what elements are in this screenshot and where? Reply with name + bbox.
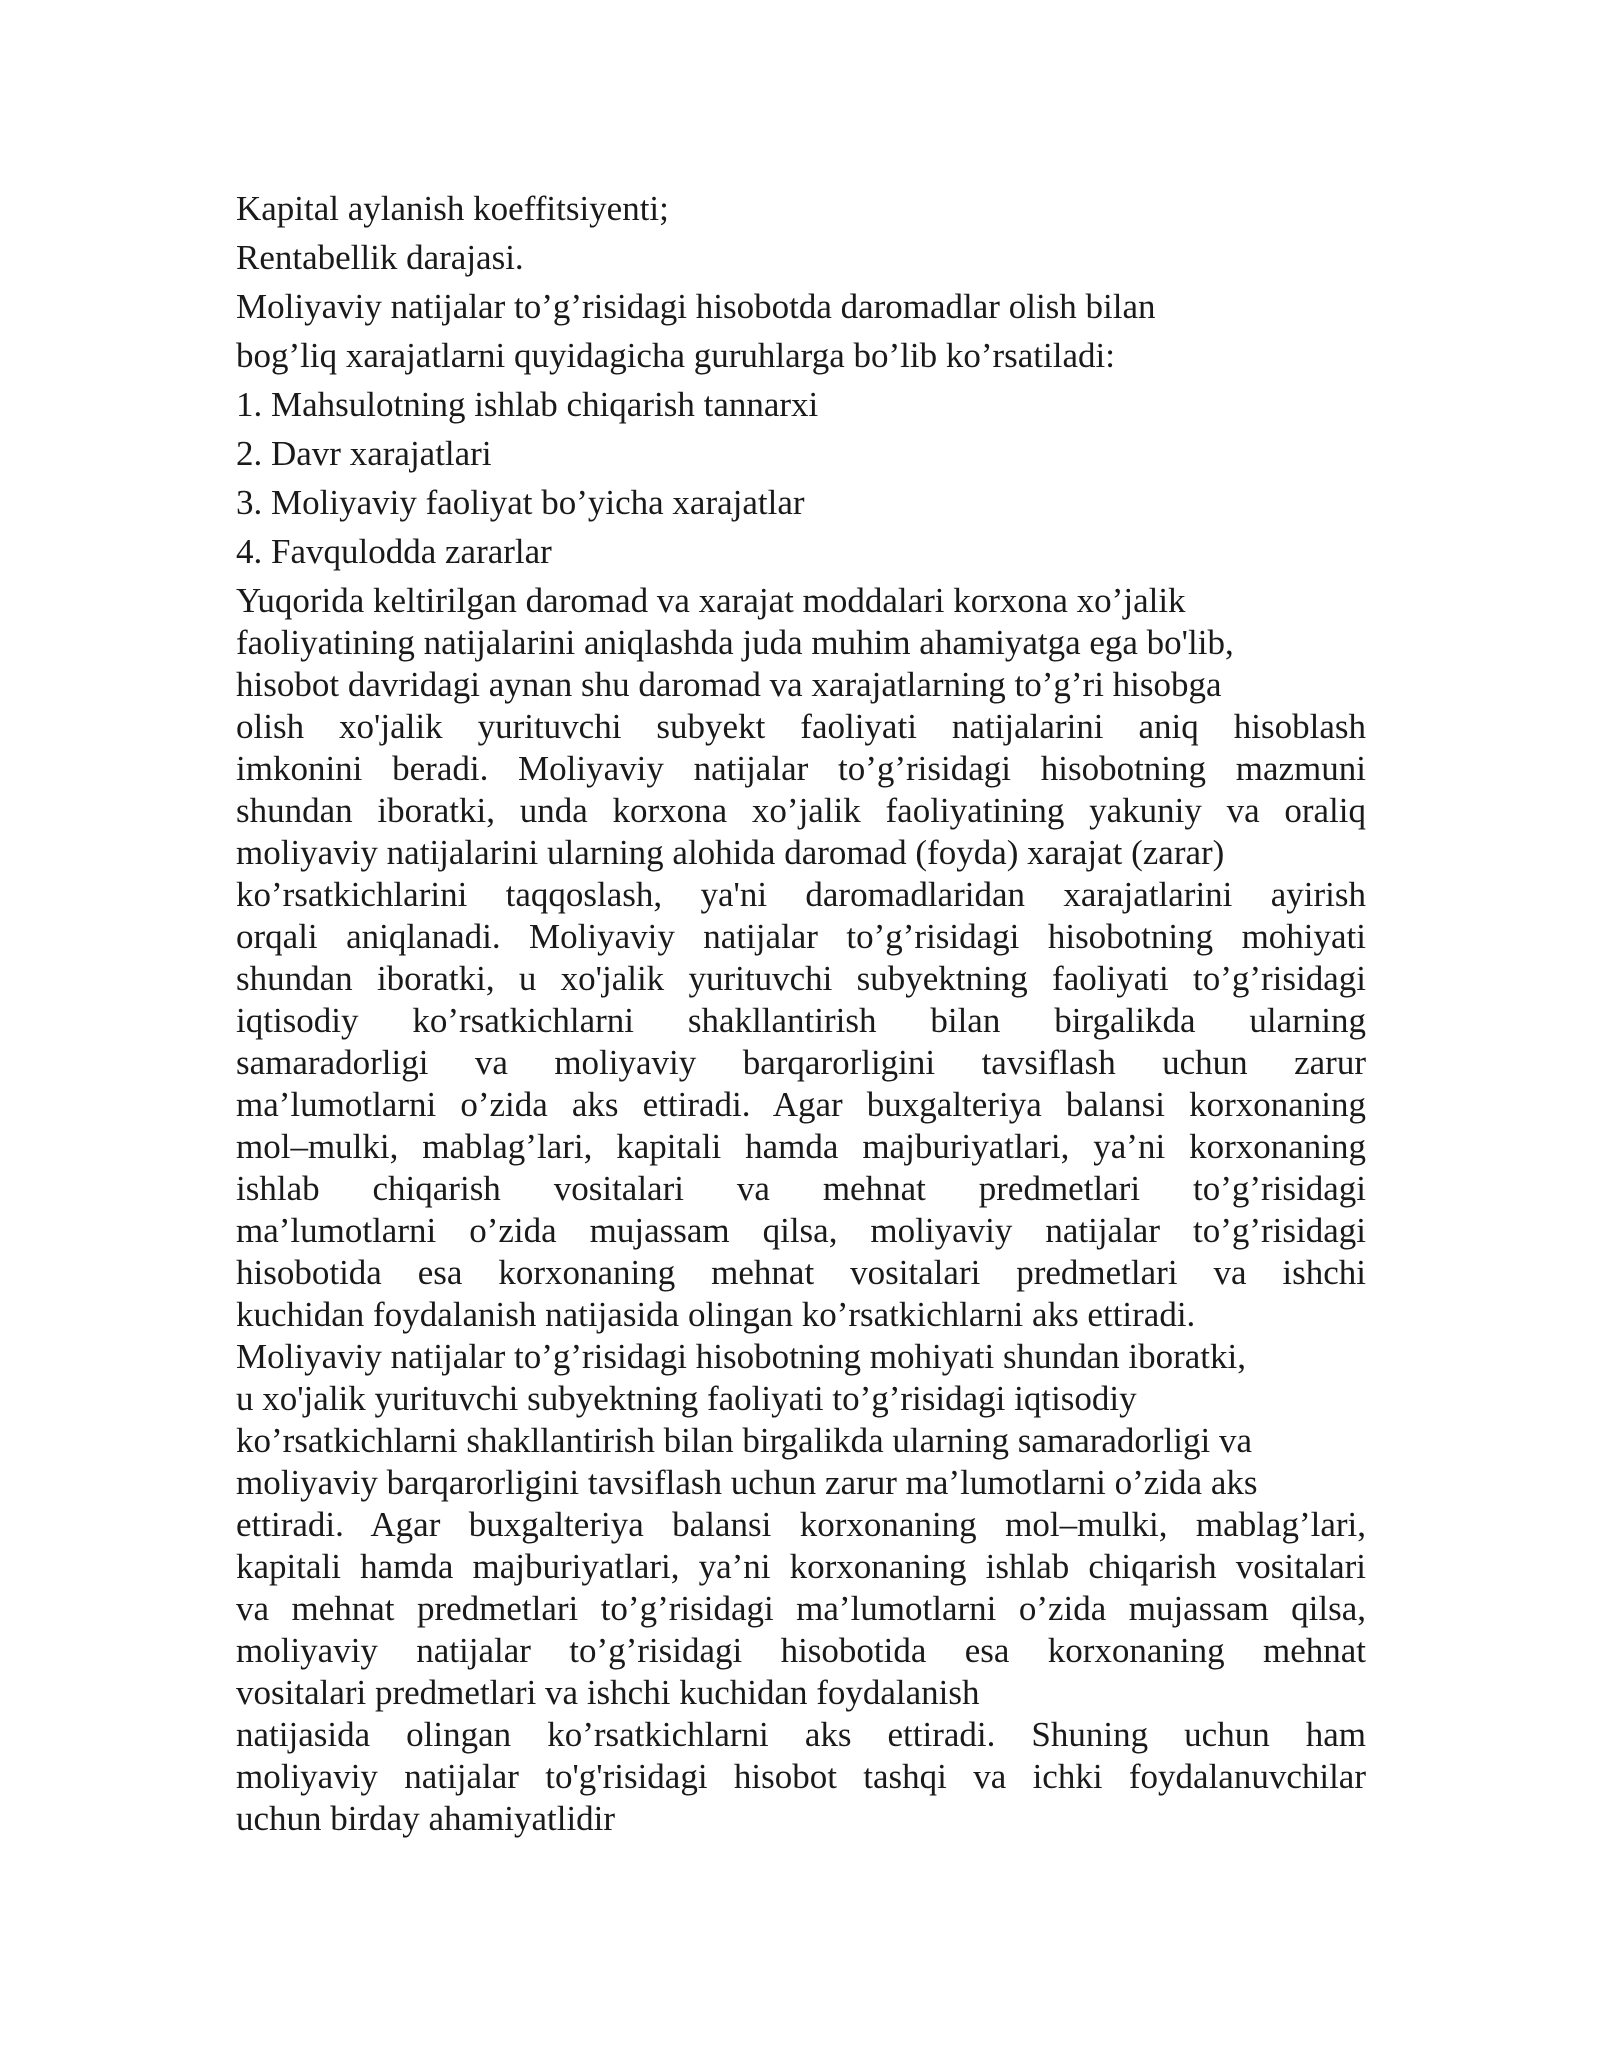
body-line: uchun birday ahamiyatlidir <box>236 1799 616 1838</box>
list-item: 1. Mahsulotning ishlab chiqarish tannarxi <box>236 385 819 424</box>
body-line: va mehnat predmetlari to’g’risidagi ma’lumotlarni o’zida mujassam qilsa, <box>236 1589 1366 1628</box>
body-line: Yuqorida keltirilgan daromad va xarajat moddalari korxona xo’jalik <box>236 581 1186 620</box>
body-line: ettiradi. Agar buxgalteriya balansi korxonaning mol–mulki, mablag’lari, <box>236 1505 1366 1544</box>
body-line: u xo'jalik yurituvchi subyektning faoliyati to’g’risidagi iqtisodiy <box>236 1379 1137 1418</box>
body-line: shundan iboratki, u xo'jalik yurituvchi subyektning faoliyati to’g’risidagi <box>236 959 1366 998</box>
body-line: faoliyatining natijalarini aniqlashda juda muhim ahamiyatga ega bo'lib, <box>236 623 1234 662</box>
list-item: 3. Moliyaviy faoliyat bo’yicha xarajatlar <box>236 483 805 522</box>
body-line: orqali aniqlanadi. Moliyaviy natijalar to’g’risidagi hisobotning mohiyati <box>236 917 1366 956</box>
body-line: ko’rsatkichlarni shakllantirish bilan birgalikda ularning samaradorligi va <box>236 1421 1253 1460</box>
body-line: moliyaviy natijalarini ularning alohida daromad (foyda) xarajat (zarar) <box>236 833 1225 872</box>
body-line: hisobot davridagi aynan shu daromad va xarajatlarning to’g’ri hisobga <box>236 665 1222 704</box>
body-line: kapitali hamda majburiyatlari, ya’ni korxonaning ishlab chiqarish vositalari <box>236 1547 1366 1586</box>
list-item: 4. Favqulodda zararlar <box>236 532 552 571</box>
list-item: 2. Davr xarajatlari <box>236 434 492 473</box>
body-line: iqtisodiy ko’rsatkichlarni shakllantirish bilan birgalikda ularning <box>236 1001 1366 1040</box>
body-line: shundan iboratki, unda korxona xo’jalik faoliyatining yakuniy va oraliq <box>236 791 1366 830</box>
body-line: ko’rsatkichlarini taqqoslash, ya'ni daromadlaridan xarajatlarini ayirish <box>236 875 1366 914</box>
body-line: samaradorligi va moliyaviy barqarorligini tavsiflash uchun zarur <box>236 1043 1366 1082</box>
text-line: Kapital aylanish koeffitsiyenti; <box>236 189 669 228</box>
body-line: moliyaviy natijalar to’g’risidagi hisobotida esa korxonaning mehnat <box>236 1631 1366 1670</box>
text-line: Moliyaviy natijalar to’g’risidagi hisobotda daromadlar olish bilan <box>236 287 1156 326</box>
body-line: mol–mulki, mablag’lari, kapitali hamda majburiyatlari, ya’ni korxonaning <box>236 1127 1366 1166</box>
body-line: natijasida olingan ko’rsatkichlarni aks ettiradi. Shuning uchun ham <box>236 1715 1366 1754</box>
text-line: bog’liq xarajatlarni quyidagicha guruhlarga bo’lib ko’rsatiladi: <box>236 336 1115 375</box>
body-line: vositalari predmetlari va ishchi kuchidan foydalanish <box>236 1673 980 1712</box>
body-line: moliyaviy barqarorligini tavsiflash uchun zarur ma’lumotlarni o’zida aks <box>236 1463 1258 1502</box>
body-line: moliyaviy natijalar to'g'risidagi hisobot tashqi va ichki foydalanuvchilar <box>236 1757 1366 1796</box>
body-line: ishlab chiqarish vositalari va mehnat predmetlari to’g’risidagi <box>236 1169 1366 1208</box>
document-text <box>236 188 1366 1840</box>
body-line: kuchidan foydalanish natijasida olingan ko’rsatkichlarni aks ettiradi. <box>236 1295 1196 1334</box>
body-line: imkonini beradi. Moliyaviy natijalar to’g’risidagi hisobotning mazmuni <box>236 749 1366 788</box>
body-line: Moliyaviy natijalar to’g’risidagi hisobotning mohiyati shundan iboratki, <box>236 1337 1246 1376</box>
text-line: Rentabellik darajasi. <box>236 238 524 277</box>
body-line: ma’lumotlarni o’zida aks ettiradi. Agar buxgalteriya balansi korxonaning <box>236 1085 1366 1124</box>
body-line: olish xo'jalik yurituvchi subyekt faoliyati natijalarini aniq hisoblash <box>236 707 1366 746</box>
body-line: hisobotida esa korxonaning mehnat vositalari predmetlari va ishchi <box>236 1253 1366 1292</box>
body-line: ma’lumotlarni o’zida mujassam qilsa, moliyaviy natijalar to’g’risidagi <box>236 1211 1366 1250</box>
